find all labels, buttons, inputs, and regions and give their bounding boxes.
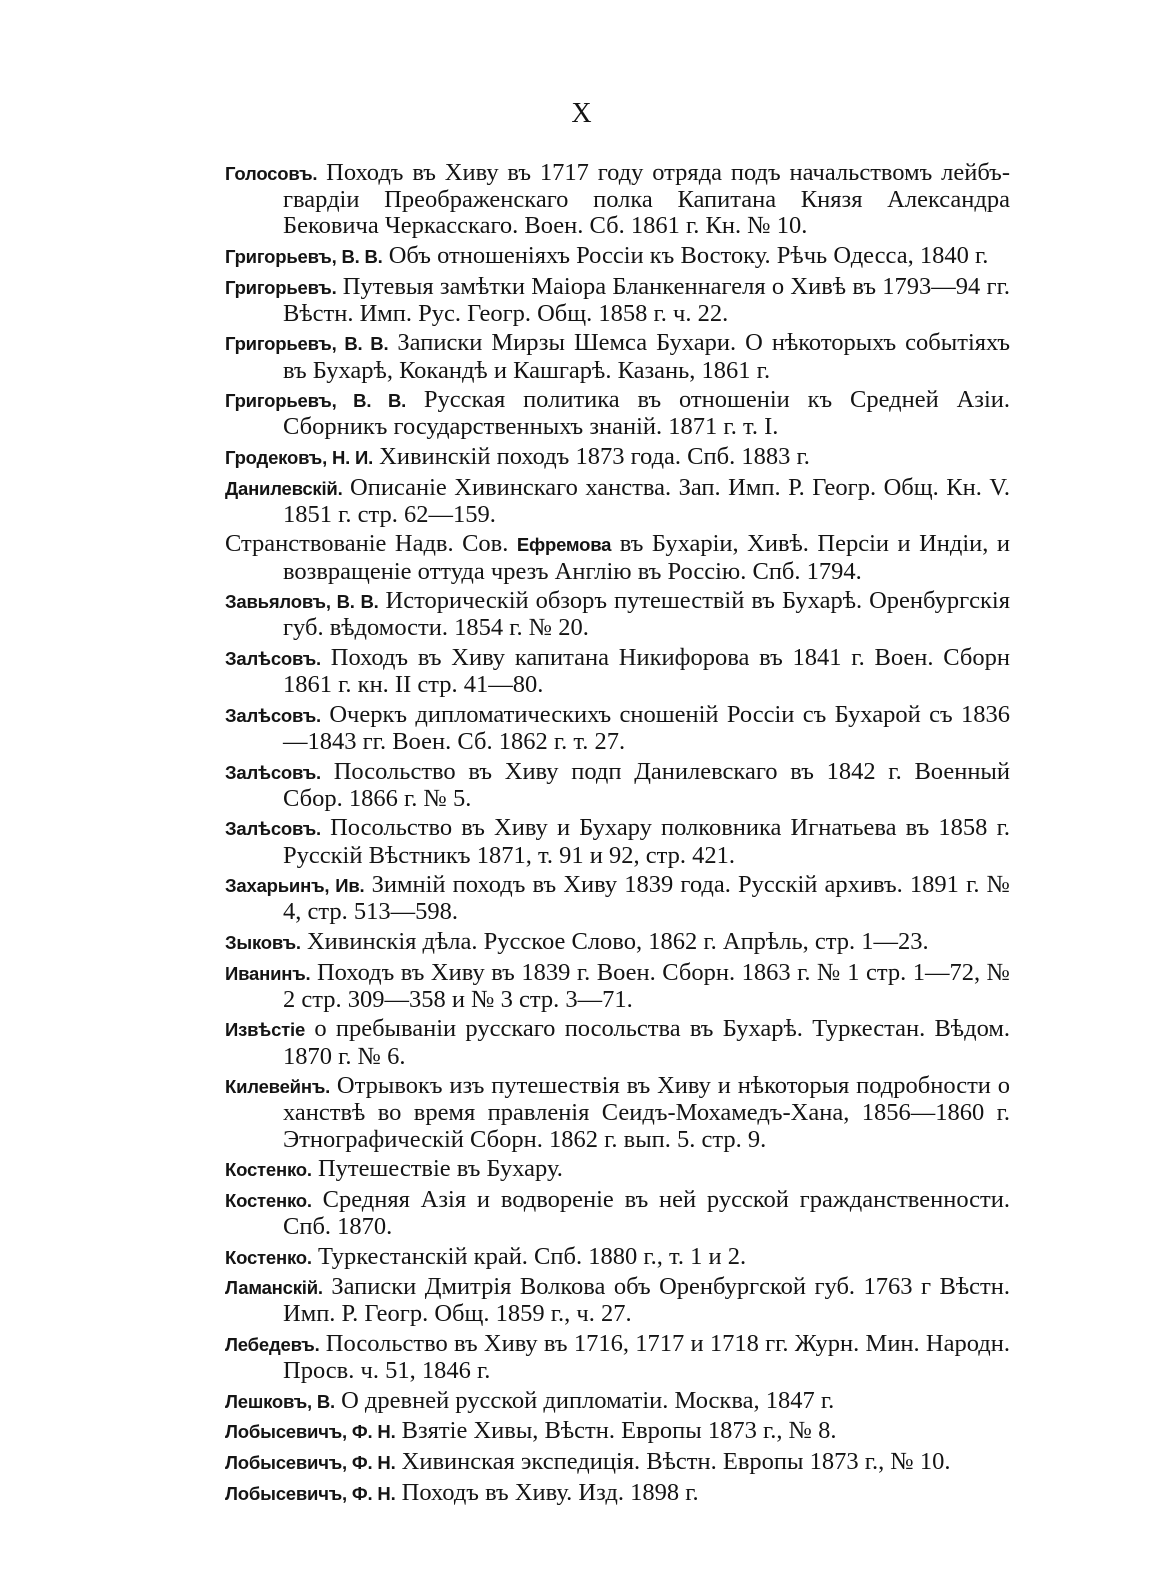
entry-author: Залѣсовъ. [225, 761, 321, 783]
bibliography-entry [225, 531, 1010, 584]
entry-text: Походъ въ Хиву. Изд. 1898 г. [395, 1478, 699, 1506]
entry-text: Средняя Азія и водвореніе въ ней русской гражданственности. Спб. 1870. [283, 1185, 1010, 1240]
entry-text: Походъ въ Хиву въ 1839 г. Воен. Сборн. 1863 г. № 1 стр. 1—72, № 2 стр. 309—358 и № 3 стр. 3—71. [283, 958, 1010, 1013]
entry-text: Русская политика въ отношеніи къ Средней Азіи. Сборникъ государственныхъ знаній. 1871 г. т. I. [283, 386, 1010, 441]
bibliography-list [225, 160, 1010, 1510]
bibliography-entry [225, 759, 1010, 812]
entry-text: въ Бухаріи, Хивѣ. Персіи и Индіи, и возвращеніе оттуда чрезъ Англію въ Россію. Спб. 1794. [283, 530, 1010, 585]
entry-text: Походъ въ Хиву въ 1717 году отряда подъ начальствомъ лейбъ-гвардіи Преображенскаго полка Капитана Князя Александра Бековича Черкасскаго. Воен. Сб. 1861 г. Кн. № 10. [283, 159, 1010, 240]
entry-text: Посольство въ Хиву подп Данилевскаго въ 1842 г. Военный Сбор. 1866 г. № 5. [283, 757, 1010, 812]
entry-author: Лобысевичъ, Ф. Н. [225, 1451, 396, 1473]
entry-text: Посольство въ Хиву и Бухару полковника Игнатьева въ 1858 г. Русскій Вѣстникъ 1871, т. 91 и 92, стр. 421. [283, 814, 1010, 869]
bibliography-entry [225, 872, 1010, 925]
bibliography-entry [225, 645, 1010, 698]
entry-text: Туркестанскій край. Спб. 1880 г., т. 1 и 2. [311, 1242, 747, 1270]
bibliography-entry [225, 475, 1010, 528]
entry-text: Объ отношеніяхъ Россіи къ Востоку. Рѣчь Одесса, 1840 г. [382, 242, 989, 269]
entry-text: Хивинскія дѣла. Русское Слово, 1862 г. Апрѣль, стр. 1—23. [300, 927, 929, 955]
bibliography-entry [225, 243, 1010, 270]
bibliography-entry [225, 1156, 1010, 1183]
entry-author: Иванинъ. [225, 962, 311, 984]
entry-author: Завьяловъ, В. В. [225, 591, 379, 613]
entry-text: Путевыя замѣтки Маіора Бланкеннагеля о Хивѣ въ 1793—94 гг. Вѣстн. Имп. Рус. Геогр. Общ. 1858 г. ч. 22. [283, 272, 1010, 327]
bibliography-entry [225, 160, 1010, 240]
entry-author: Костенко. [225, 1159, 312, 1181]
entry-author: Григорьевъ. [225, 276, 337, 298]
entry-text: Взятіе Хивы, Вѣстн. Европы 1873 г., № 8. [395, 1417, 837, 1445]
bibliography-entry [225, 1418, 1010, 1445]
bibliography-entry [225, 444, 1010, 471]
bibliography-entry [225, 1073, 1010, 1153]
bibliography-entry [225, 1244, 1010, 1271]
bibliography-entry [225, 1331, 1010, 1384]
entry-lead-text: Странствованіе Надв. Сов. [225, 530, 517, 558]
bibliography-entry [225, 702, 1010, 755]
entry-author: Гродековъ, Н. И. [225, 446, 374, 468]
page-number: X [571, 98, 592, 129]
entry-author: Григорьевъ, В. В. [225, 390, 407, 412]
entry-text: Посольство въ Хиву въ 1716, 1717 и 1718 гг. Журн. Мин. Народн. Просв. ч. 51, 1846 г. [283, 1329, 1010, 1385]
bibliography-entry [225, 387, 1010, 440]
entry-author: Залѣсовъ. [225, 704, 321, 726]
entry-author: Голосовъ. [225, 163, 318, 184]
entry-author: Ефремова [516, 534, 612, 556]
entry-text: Описаніе Хивинскаго ханства. Зап. Имп. Р. Геогр. Общ. Кн. V. 1851 г. стр. 62—159. [283, 473, 1010, 528]
entry-text: Записки Дмитрія Волкова объ Оренбургской губ. 1763 г Вѣстн. Имп. Р. Геогр. Общ. 1859 г., ч. 27. [283, 1273, 1010, 1328]
entry-text: о пребываніи русскаго посольства въ Бухарѣ. Туркестан. Вѣдом. 1870 г. № 6. [283, 1015, 1010, 1070]
bibliography-entry [225, 929, 1010, 956]
entry-author: Данилевскій. [225, 477, 343, 499]
entry-text: Историческій обзоръ путешествій въ Бухарѣ. Оренбургскія губ. вѣдомости. 1854 г. № 20. [283, 587, 1010, 642]
entry-text: Отрывокъ изъ путешествія въ Хиву и нѣкоторыя подробности о ханствѣ во время правленія Сеидъ-Мохамедъ-Хана, 1856—1860 г. Этнографическій Сборн. 1862 г. вып. 5. стр. 9. [283, 1072, 1010, 1153]
entry-text: О древней русской дипломатіи. Москва, 1847 г. [334, 1386, 835, 1414]
bibliography-entry [225, 815, 1010, 868]
entry-author: Григорьевъ, В. В. [225, 333, 389, 355]
entry-author: Ламанскій. [225, 1277, 323, 1299]
entry-author: Костенко. [225, 1246, 312, 1268]
entry-author: Залѣсовъ. [225, 647, 321, 669]
entry-author: Залѣсовъ. [225, 818, 321, 840]
bibliography-entry [225, 960, 1010, 1013]
entry-author: Лешковъ, В. [225, 1390, 335, 1412]
entry-author: Костенко. [225, 1189, 312, 1211]
entry-text: Очеркъ дипломатическихъ сношеній Россіи съ Бухарой съ 1836—1843 гг. Воен. Сб. 1862 г. т. 27. [283, 700, 1010, 755]
entry-author: Лебедевъ. [225, 1333, 320, 1355]
bibliography-entry [225, 588, 1010, 641]
entry-text: Зимній походъ въ Хиву 1839 года. Русскій архивъ. 1891 г. № 4, стр. 513—598. [283, 871, 1010, 926]
entry-text: Записки Мирзы Шемса Бухари. О нѣкоторыхъ событіяхъ въ Бухарѣ, Кокандѣ и Кашгарѣ. Казань, 1861 г. [283, 329, 1010, 384]
bibliography-entry [225, 330, 1010, 383]
entry-author: Лобысевичъ, Ф. Н. [225, 1482, 396, 1504]
bibliography-entry [225, 1449, 1010, 1476]
bibliography-entry [225, 1016, 1010, 1069]
bibliography-entry [225, 1388, 1010, 1415]
entry-author: Лобысевичъ, Ф. Н. [225, 1421, 396, 1443]
entry-text: Путешествіе въ Бухару. [311, 1155, 563, 1183]
bibliography-entry [225, 1480, 1010, 1507]
entry-author: Зыковъ. [225, 931, 301, 953]
entry-author: Извѣстіе [225, 1019, 306, 1041]
entry-text: Походъ въ Хиву капитана Никифорова въ 1841 г. Воен. Сборн 1861 г. кн. II стр. 41—80. [283, 643, 1010, 699]
bibliography-entry [225, 1274, 1010, 1327]
entry-text: Хивинскій походъ 1873 года. Спб. 1883 г. [373, 442, 810, 470]
entry-author: Килевейнъ. [225, 1076, 331, 1098]
entry-author: Захарьинъ, Ив. [225, 875, 365, 897]
bibliography-entry [225, 1187, 1010, 1240]
entry-author: Григорьевъ, В. В. [225, 246, 383, 267]
entry-text: Хивинская экспедиція. Вѣстн. Европы 1873 г., № 10. [395, 1447, 951, 1475]
bibliography-entry [225, 274, 1010, 327]
